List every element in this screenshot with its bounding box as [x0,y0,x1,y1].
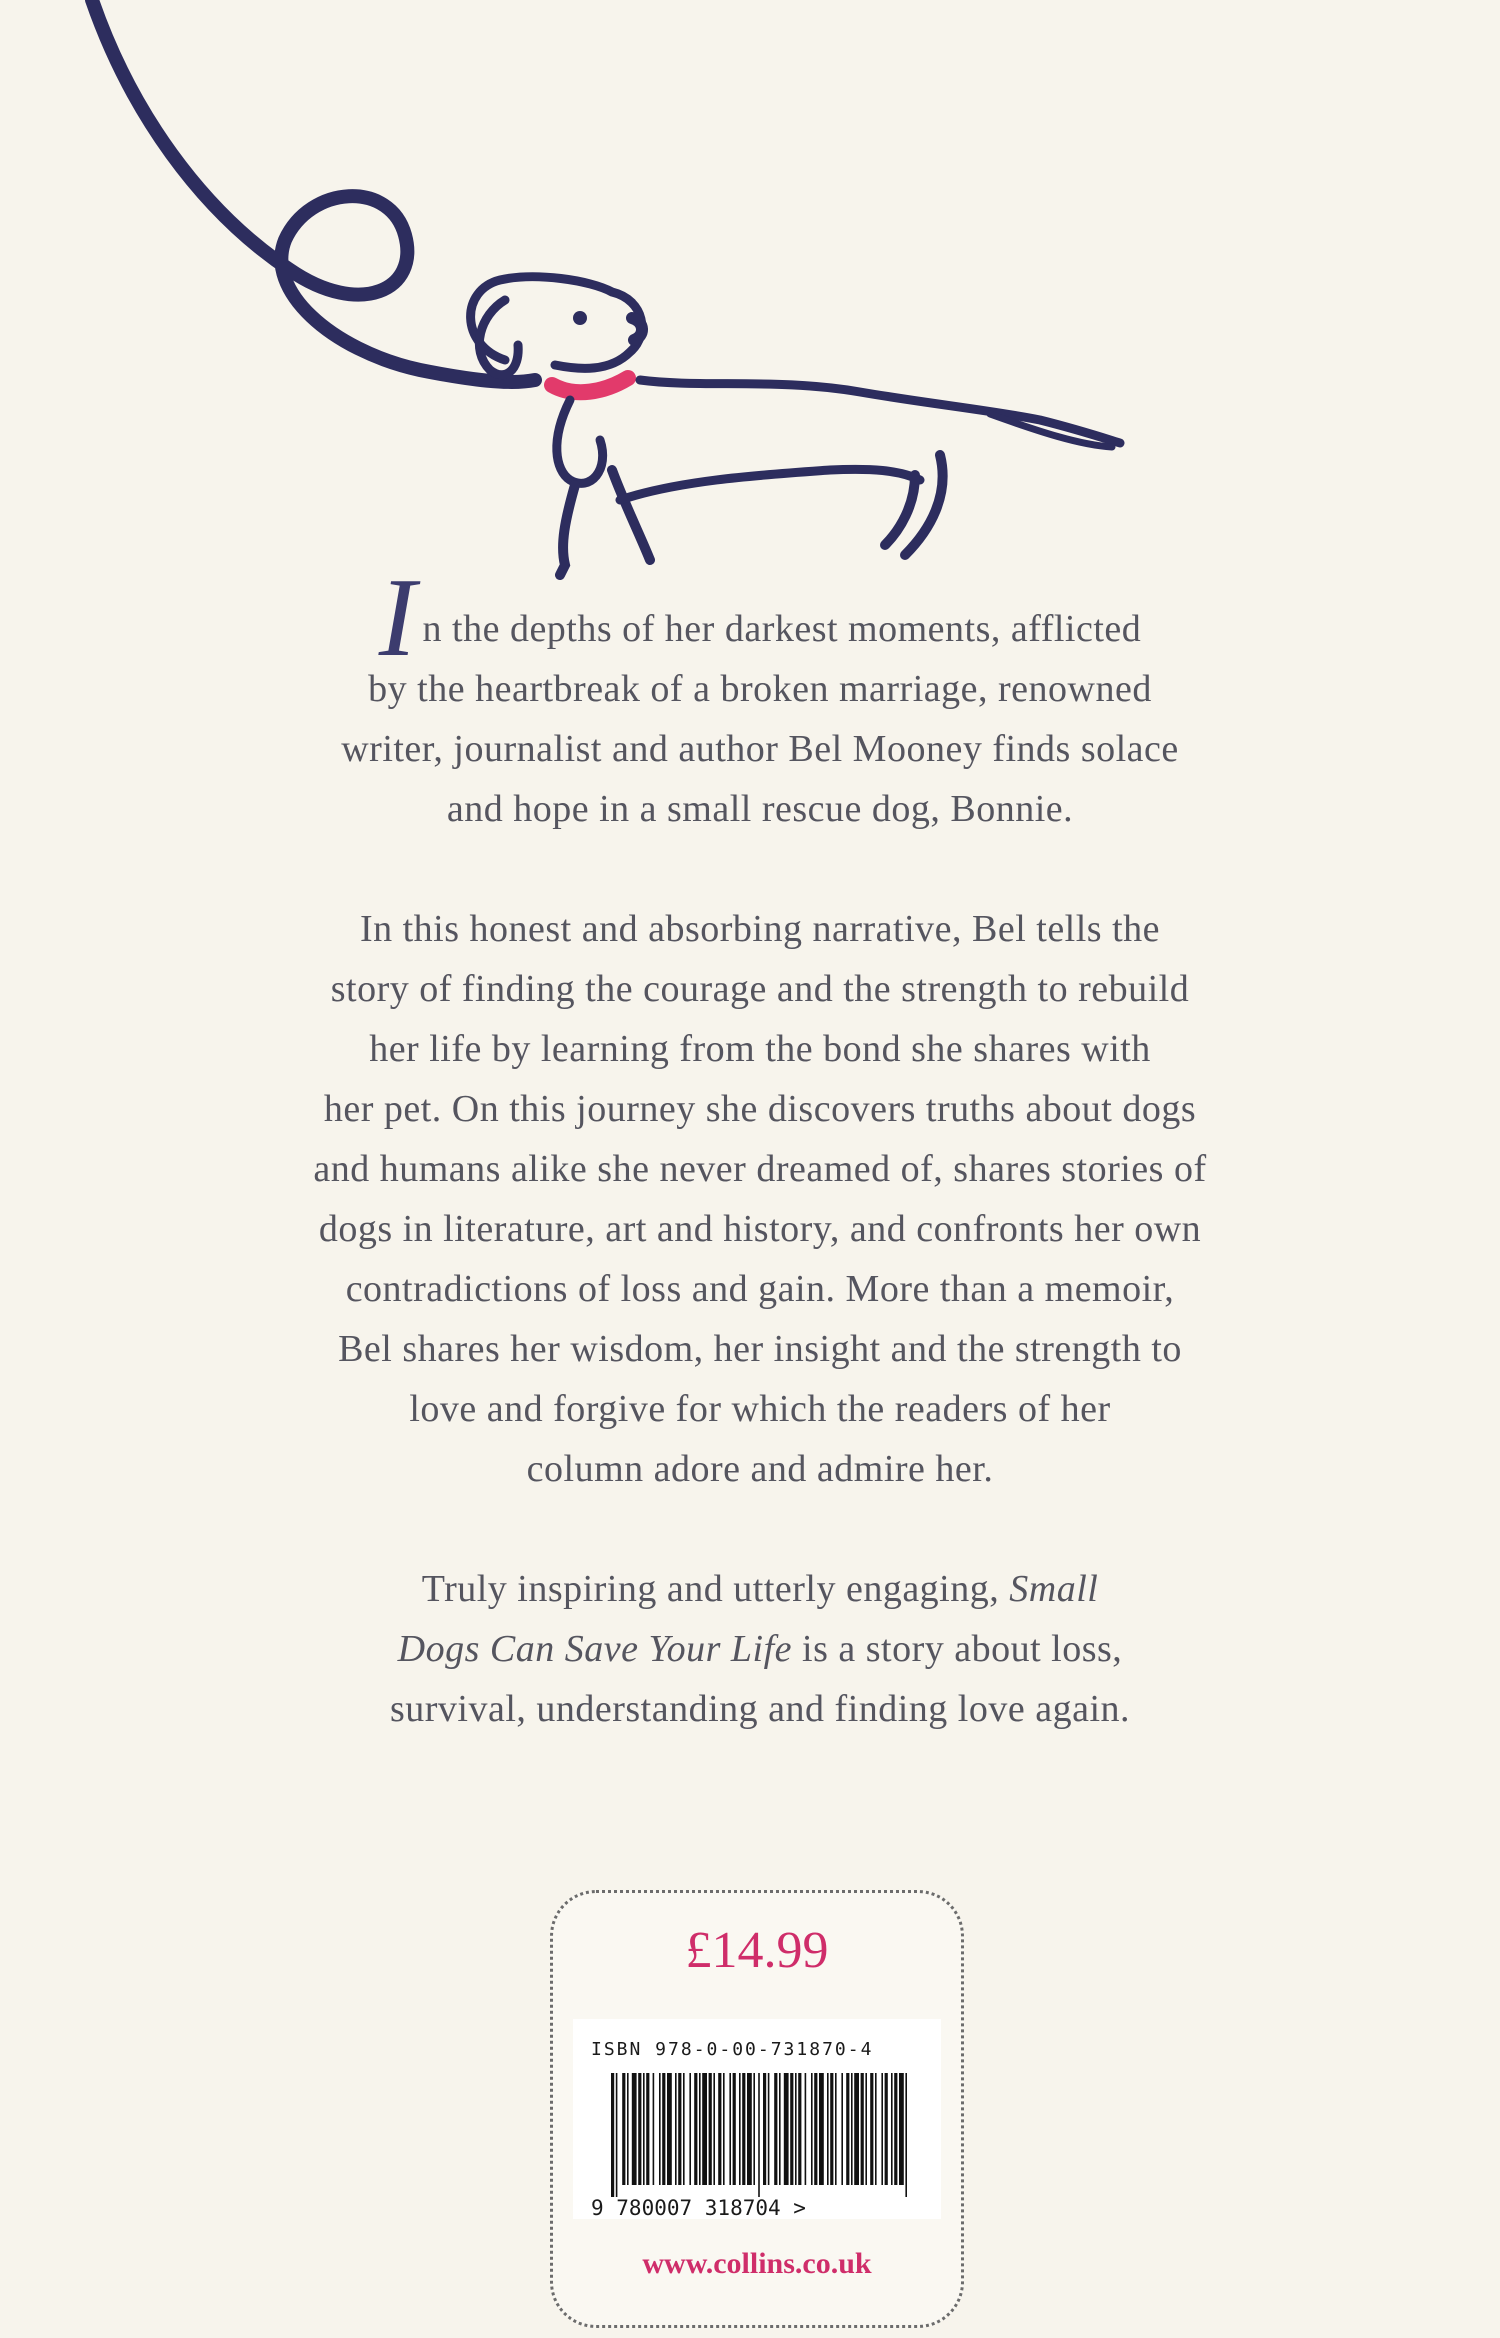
barcode-bar [899,2073,904,2185]
dog-front-leg-2 [612,470,650,560]
barcode-bar [709,2073,712,2185]
price: £14.99 [685,1922,829,1979]
barcode-bar [662,2073,665,2185]
barcode-bar [891,2073,893,2185]
barcode-bar [846,2073,849,2185]
blurb-line: contradictions of loss and gain. More than a memoir, [345,1268,1175,1310]
barcode-bar [718,2073,721,2185]
dog-ear [479,300,518,375]
barcode-bar [861,2073,864,2185]
barcode-bar [694,2073,697,2185]
dog-chest [557,400,603,483]
blurb-line: and hope in a small rescue dog, Bonnie. [446,788,1074,830]
barcode-bar [819,2073,824,2185]
barcode-bar [763,2073,766,2185]
dog-belly [620,469,920,500]
barcode-bar [774,2073,777,2185]
blurb-line: Dogs Can Save Your Life is a story about loss, [397,1628,1123,1670]
isbn-panel [573,2019,941,2219]
barcode-bar [894,2073,897,2185]
barcode-bar [753,2073,755,2185]
blurb-line: column adore and admire her. [526,1448,994,1490]
barcode-bar [779,2073,781,2185]
barcode-bar [675,2073,677,2185]
barcode-bar [811,2073,813,2185]
barcode-bar [616,2073,618,2197]
barcode-digits: 9 780007 318704 > [591,2196,806,2219]
barcode-bar [659,2073,661,2185]
blurb-line: survival, understanding and finding love again. [389,1688,1131,1730]
drop-cap: I [378,556,417,680]
dog-collar [552,378,628,392]
dog-front-leg [560,485,575,575]
blurb-line: story of finding the courage and the strength to rebuild [330,968,1190,1010]
barcode-bar [723,2073,725,2185]
barcode-bar [795,2073,797,2185]
barcode-bar [870,2073,873,2185]
barcode [589,2069,925,2219]
isbn-number: ISBN 978-0-00-731870-4 [591,2039,874,2060]
barcode-bar [875,2073,877,2185]
dog-nose [632,318,642,340]
barcode-bars [611,2073,907,2197]
barcode-bar [653,2073,655,2185]
barcode-bar [622,2073,625,2185]
barcode-bar [768,2073,770,2185]
book-title-part: Dogs Can Save Your Life [397,1628,793,1670]
barcode-bar [790,2073,793,2185]
barcode-bar [905,2073,907,2197]
barcode-bar [747,2073,752,2185]
blurb-line: Truly inspiring and utterly engaging, Small [421,1568,1099,1610]
blurb-line: and humans alike she never dreamed of, shares stories of [313,1148,1207,1190]
barcode-bar [885,2073,888,2185]
barcode-bar [798,2073,801,2185]
barcode-bar [841,2073,843,2185]
barcode-bar [611,2073,614,2197]
barcode-bar [830,2073,833,2185]
dog-head [471,277,642,369]
dog-on-leash-illustration [0,0,1500,620]
barcode-bar [805,2073,807,2185]
barcode-bar [702,2073,707,2185]
barcode-bar [667,2073,672,2185]
barcode-bar [739,2073,741,2185]
barcode-bar [638,2073,641,2185]
barcode-bar [683,2073,685,2185]
blurb-paragraph-3 [260,1559,1260,1739]
blurb-line: by the heartbreak of a broken marriage, renowned [368,668,1152,710]
barcode-bar [632,2073,637,2185]
blurb-line: In this honest and absorbing narrative, Bel tells the [359,908,1161,950]
barcode-bar [827,2073,829,2185]
price-barcode-label [550,1890,964,2328]
blurb-paragraph-2 [260,899,1260,1499]
barcode-bar [881,2073,883,2185]
blurb-paragraph-1 [260,556,1260,839]
barcode-bar [627,2073,629,2185]
barcode-bar [713,2073,715,2185]
barcode-bar [643,2073,645,2185]
barcode-bar [742,2073,745,2185]
blurb-line: Bel shares her wisdom, her insight and the strength to [338,1328,1182,1370]
blurb-line: writer, journalist and author Bel Mooney finds solace [341,728,1179,770]
barcode-bar [733,2073,736,2185]
barcode-bar [835,2073,837,2185]
blurb-line: love and forgive for which the readers of her [409,1388,1111,1430]
barcode-bar [814,2073,817,2185]
barcode-bar [646,2073,649,2185]
publisher-website: www.collins.co.uk [642,2247,872,2280]
blurb-line: dogs in literature, art and history, and confronts her own [318,1208,1202,1250]
barcode-bar [854,2073,859,2185]
blurb-line: her pet. On this journey she discovers truths about dogs [323,1088,1197,1130]
barcode-bar [851,2073,853,2185]
blurb-line: In the depths of her darkest moments, afflicted [378,556,1142,680]
barcode-bar [865,2073,867,2185]
barcode-bar [678,2073,681,2185]
book-title-part: Small [1009,1568,1099,1610]
blurb-line: her life by learning from the bond she shares with [369,1028,1151,1070]
blurb [260,556,1260,1799]
barcode-bar [689,2073,691,2185]
dog-back-leg [885,475,915,545]
barcode-bar [729,2073,731,2185]
barcode-bar [784,2073,789,2185]
barcode-bar [758,2073,760,2197]
dog-eye [573,311,587,325]
barcode-bar [699,2073,701,2185]
